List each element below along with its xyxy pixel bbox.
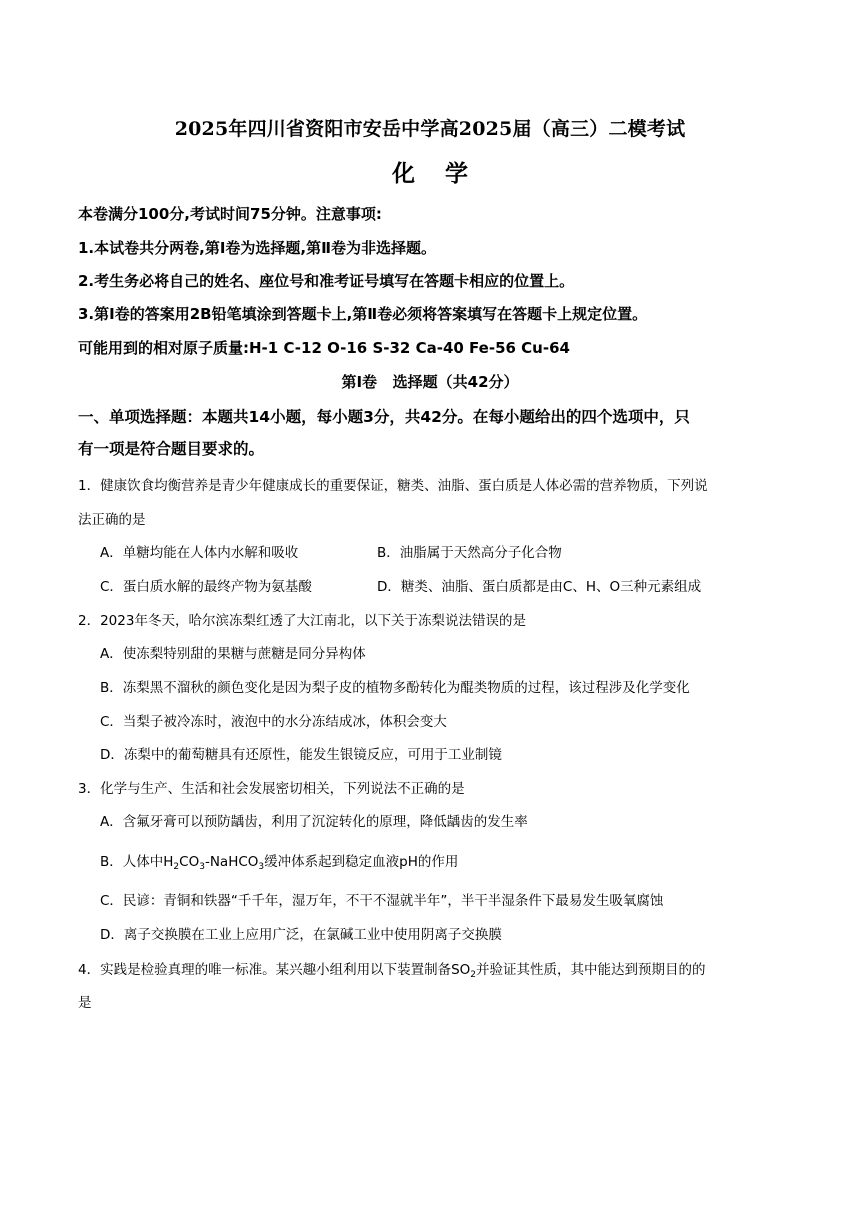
question-3-option-b xyxy=(100,850,458,872)
subscript: 3 xyxy=(199,862,205,872)
subscript: 3 xyxy=(258,862,265,872)
atomic-mass-line: 可能用到的相对原子质量:H-1 C-12 O-16 S-32 Ca-40 Fe-56 Cu-64 xyxy=(78,339,570,357)
note-line-3: 3.第Ⅰ卷的答案用2B铅笔填涂到答题卡上,第Ⅱ卷必须将答案填写在答题卡上规定位置。 xyxy=(78,305,648,323)
question-1-stem-cont: 法正确的是 xyxy=(78,512,146,528)
exam-title: 2025年四川省资阳市安岳中学高2025届（高三）二模考试 xyxy=(174,118,686,140)
question-3-option-b-text-3: -NaHCO xyxy=(204,854,259,870)
question-1-stem: 1．健康饮食均衡营养是青少年健康成长的重要保证，糖类、油脂、蛋白质是人体必需的营养物质，下列说 xyxy=(78,478,708,494)
question-3-stem: 3．化学与生产、生活和社会发展密切相关，下列说法不正确的是 xyxy=(78,781,465,797)
question-1-option-d: D．糖类、油脂、蛋白质都是由C、H、O三种元素组成 xyxy=(377,579,702,595)
question-2-stem: 2．2023年冬天，哈尔滨冻梨红透了大江南北，以下关于冻梨说法错误的是 xyxy=(78,613,526,629)
question-1-option-c: C．蛋白质水解的最终产物为氨基酸 xyxy=(100,579,312,595)
note-line-1: 1.本试卷共分两卷,第Ⅰ卷为选择题,第Ⅱ卷为非选择题。 xyxy=(78,239,436,257)
question-1-option-b: B．油脂属于天然高分子化合物 xyxy=(377,545,562,561)
question-4-stem-cont: 是 xyxy=(78,995,92,1011)
subscript: 2 xyxy=(470,970,477,980)
question-2-option-b: B．冻梨黑不溜秋的颜色变化是因为梨子皮的植物多酚转化为醌类物质的过程，该过程涉及化学变化 xyxy=(100,680,690,696)
instruction-line-1: 一、单项选择题：本题共14小题，每小题3分，共42分。在每小题给出的四个选项中，只 xyxy=(78,408,690,426)
question-4-stem-text-2: 并验证其性质，其中能达到预期目的的 xyxy=(476,962,706,978)
note-line-score: 本卷满分100分,考试时间75分钟。注意事项: xyxy=(78,205,382,223)
question-1-option-a: A．单糖均能在人体内水解和吸收 xyxy=(100,545,299,561)
question-3-option-c: C．民谚：青铜和铁器“千千年，湿万年，不干不湿就半年”，半干半湿条件下最易发生吸氧腐蚀 xyxy=(100,893,664,909)
question-2-option-c: C．当梨子被冷冻时，液泡中的水分冻结成冰，体积会变大 xyxy=(100,714,447,730)
question-3-option-d: D．离子交换膜在工业上应用广泛，在氯碱工业中使用阴离子交换膜 xyxy=(100,927,502,943)
question-2-option-a: A．使冻梨特别甜的果糖与蔗糖是同分异构体 xyxy=(100,646,366,662)
question-4-stem xyxy=(78,958,706,980)
subject-title: 化学 xyxy=(392,160,498,187)
question-3-option-b-text-2: CO xyxy=(179,854,200,870)
instruction-line-2: 有一项是符合题目要求的。 xyxy=(78,440,265,458)
question-4-stem-text-1: 4．实践是检验真理的唯一标准。某兴趣小组利用以下装置制备SO xyxy=(78,962,471,978)
subscript: 2 xyxy=(173,862,180,872)
question-2-option-d: D．冻梨中的葡萄糖具有还原性，能发生银镜反应，可用于工业制镜 xyxy=(100,747,502,763)
note-line-2: 2.考生务必将自己的姓名、座位号和准考证号填写在答题卡相应的位置上。 xyxy=(78,272,575,290)
section-title: 第Ⅰ卷 选择题（共42分） xyxy=(341,373,519,391)
question-3-option-b-text-1: B．人体中H xyxy=(100,854,174,870)
question-3-option-a: A．含氟牙膏可以预防龋齿，利用了沉淀转化的原理，降低龋齿的发生率 xyxy=(100,814,528,830)
question-3-option-b-text-4: 缓冲体系起到稳定血液pH的作用 xyxy=(264,854,459,870)
